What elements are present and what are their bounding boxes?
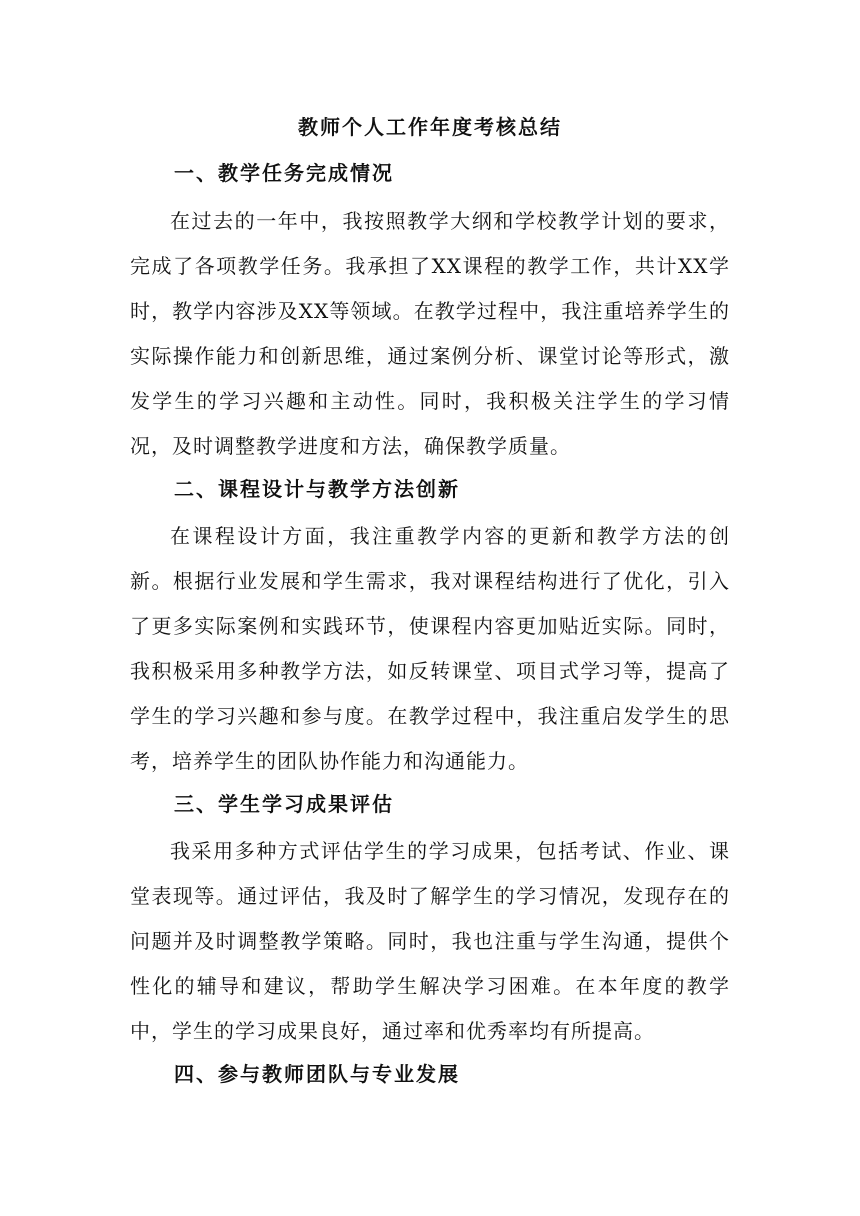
- section-heading-1: 一、教学任务完成情况: [174, 161, 394, 185]
- section-heading-2: 二、课程设计与教学方法创新: [174, 477, 460, 501]
- section-body-2: 在课程设计方面，我注重教学内容的更新和教学方法的创新。根据行业发展和学生需求，我对课程结构进行了优化，引入了更多实际案例和实践环节，使课程内容更加贴近实际。同时，我积极采用多种教学方法，如反转课堂、项目式学习等，提高了学生的学习兴趣和参与度。在教学过程中，我注重启发学生的思考，培养学生的团队协作能力和沟通能力。: [130, 524, 730, 773]
- section-heading-3: 三、学生学习成果评估: [174, 792, 394, 816]
- section-body-3: 我采用多种方式评估学生的学习成果，包括考试、作业、课堂表现等。通过评估，我及时了解学生的学习情况，发现存在的问题并及时调整教学策略。同时，我也注重与学生沟通，提供个性化的辅导和建议，帮助学生解决学习困难。在本年度的教学中，学生的学习成果良好，通过率和优秀率均有所提高。: [130, 839, 730, 1043]
- document-title: 教师个人工作年度考核总结: [298, 115, 562, 139]
- section-heading-4: 四、参与教师团队与专业发展: [174, 1062, 460, 1086]
- section-body-1: 在过去的一年中，我按照教学大纲和学校教学计划的要求，完成了各项教学任务。我承担了XX课程的教学工作，共计XX学时，教学内容涉及XX等领域。在教学过程中，我注重培养学生的实际操作能力和创新思维，通过案例分析、课堂讨论等形式，激发学生的学习兴趣和主动性。同时，我积极关注学生的学习情况，及时调整教学进度和方法，确保教学质量。: [130, 209, 730, 458]
